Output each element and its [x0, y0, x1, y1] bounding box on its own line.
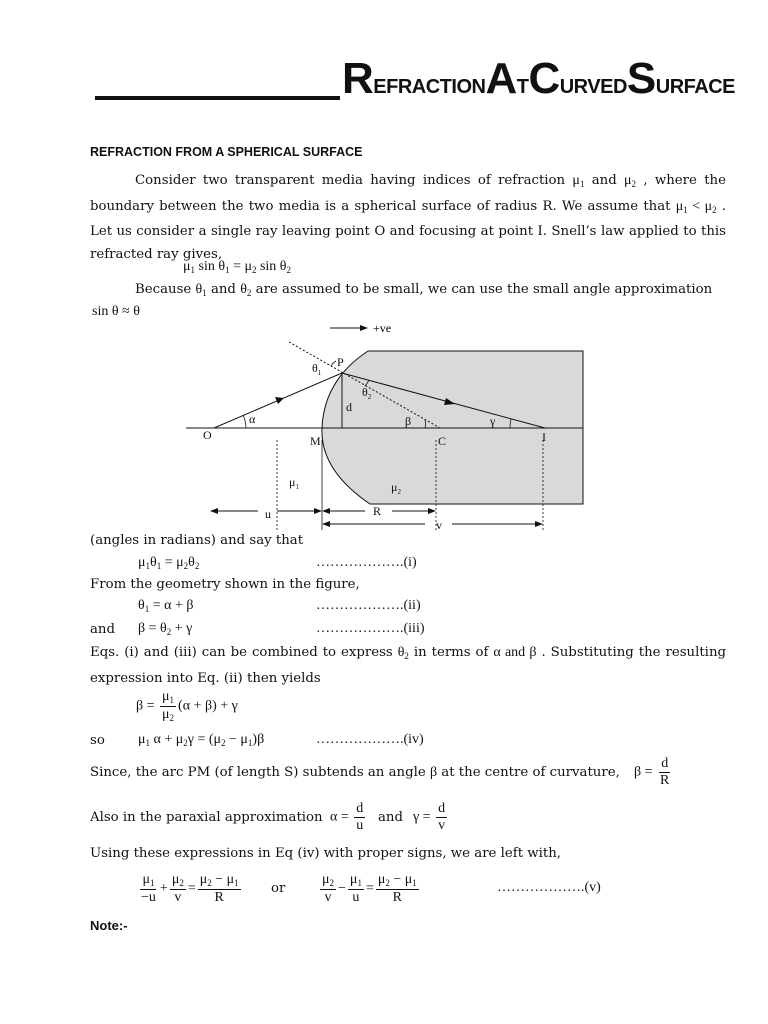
tag-v: ……………….(v)	[497, 880, 601, 895]
label-c: C	[438, 434, 447, 448]
equation-i: $\mu_1\theta_1 = \mu_2\theta_2$	[138, 555, 200, 571]
alpha-equals-d-over-u: α = $\frac{d}{u}$	[330, 801, 364, 833]
label-m: M	[310, 434, 321, 448]
label-v: v	[436, 518, 442, 532]
or-word: or	[271, 881, 286, 896]
equation-ii: $\theta_1 = \alpha + \beta$	[138, 598, 194, 614]
label-d: d	[346, 400, 352, 414]
tag-iv: ……………….(iv)	[316, 732, 424, 747]
using-text: Using these expressions in Eq (iv) with proper signs, we are left with,	[90, 846, 562, 861]
title-rule	[95, 96, 340, 100]
label-mu1: $\mu_1$	[289, 475, 299, 491]
label-theta1: $\theta_1$	[312, 361, 322, 377]
page-title: REFRACTIONATCURVEDSURFACE	[342, 54, 735, 103]
angles-in-radians-text: (angles in radians) and say that	[90, 533, 304, 548]
final-equation-right: $\frac{\mu_2}{v}$ − $\frac{\mu_1}{u}$ = $\frac{\mu_2 - \mu_1}{R}$	[322, 872, 417, 905]
since-text: Since, the arc PM (of length S) subtends an angle β at the centre of curvature,	[90, 765, 620, 780]
label-beta: β	[405, 414, 412, 428]
beta-expression: β = $\frac{\mu_1}{\mu_2}$ (α + β) + γ	[136, 689, 238, 723]
beta-equals-d-over-r: β = $\frac{d}{R}$	[634, 756, 670, 788]
so-word: so	[90, 733, 105, 748]
label-theta2: $\theta_2$	[362, 385, 372, 401]
label-i: I	[542, 430, 546, 444]
label-p: P	[337, 355, 344, 369]
equation-iii: $\beta = \theta_2 + \gamma$	[138, 621, 193, 637]
final-equation-left: $\frac{\mu_1}{-u}$ + $\frac{\mu_2}{v}$ = $\frac{\mu_2 - \mu_1}{R}$	[141, 872, 239, 905]
positive-direction-label: +ve	[373, 321, 392, 335]
theta1-arc	[331, 361, 336, 366]
tag-i: ……………….(i)	[316, 555, 417, 570]
paraxial-and: and	[378, 810, 404, 825]
gamma-equals-d-over-v: γ = $\frac{d}{v}$	[413, 801, 446, 833]
small-angle-approximation: sin θ ≈ θ	[92, 304, 140, 319]
snell-law-equation: $\mu_1$ $\sin \theta_1 = \mu_2$ $\sin \theta_2$	[183, 259, 292, 275]
label-o: O	[203, 428, 212, 442]
intro-paragraph: Consider two transparent media having indices of refraction $\mu_1$ and $\mu_2$ , where the boundary between the two media is a spherical surface of radius R. We assume that $\mu_1 < \mu_2$ . Let us consider a single ray leaving point O and focusing at point I. Snell’s law applied to this refracted ray gives,	[90, 173, 726, 262]
label-mu2: $\mu_2$	[391, 480, 401, 496]
geometry-text: From the geometry shown in the figure,	[90, 577, 360, 592]
tag-iii: ……………….(iii)	[316, 621, 425, 636]
label-r: R	[373, 504, 382, 518]
combine-paragraph: Eqs. (i) and (iii) can be combined to express $\theta_2$ in terms of α and β . Substituting the resulting expression into Eq. (ii) then yields	[90, 645, 727, 686]
label-gamma: γ	[490, 414, 496, 428]
refraction-diagram	[180, 318, 590, 533]
section-heading: REFRACTION FROM A SPHERICAL SURFACE	[90, 145, 363, 159]
alpha-arc	[243, 415, 246, 428]
label-u: u	[265, 507, 271, 521]
equation-iv: $\mu_1$ $\alpha + \mu_2\gamma = (\mu_2 - \mu_1)\beta$	[138, 732, 265, 748]
tag-ii: ……………….(ii)	[316, 598, 421, 613]
paraxial-text: Also in the paraxial approximation	[90, 810, 323, 825]
and-word: and	[90, 622, 116, 637]
because-line: Because $\theta_1$ and $\theta_2$ are assumed to be small, we can use the small angle approximation	[135, 282, 713, 298]
label-alpha: α	[249, 412, 256, 426]
note-label: Note:-	[90, 918, 128, 933]
